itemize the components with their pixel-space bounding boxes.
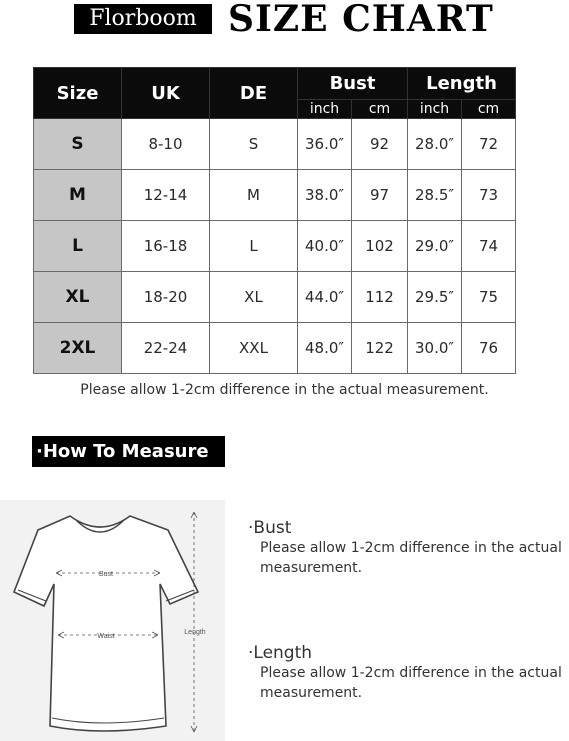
length-inch-cell: 29.0″ [408, 221, 462, 272]
uk-cell: 16-18 [122, 221, 210, 272]
size-cell: S [34, 119, 122, 170]
brand-logo: Florboom [74, 4, 212, 34]
length-cm-cell: 73 [462, 170, 516, 221]
unit-length-inch: inch [408, 100, 462, 119]
length-cm-cell: 74 [462, 221, 516, 272]
de-cell: XXL [210, 323, 298, 374]
length-inch-cell: 30.0″ [408, 323, 462, 374]
length-inch-cell: 29.5″ [408, 272, 462, 323]
table-row [34, 272, 516, 323]
bust-instruction-title: ·Bust [248, 518, 292, 538]
bust-inch-cell: 38.0″ [298, 170, 352, 221]
waist-label: Waist [97, 633, 115, 640]
size-cell: XL [34, 272, 122, 323]
header-de: DE [210, 68, 298, 119]
uk-cell: 8-10 [122, 119, 210, 170]
bust-inch-cell: 44.0″ [298, 272, 352, 323]
unit-bust-inch: inch [298, 100, 352, 119]
bust-cm-cell: 97 [352, 170, 408, 221]
table-row [34, 221, 516, 272]
bust-inch-cell: 36.0″ [298, 119, 352, 170]
uk-cell: 22-24 [122, 323, 210, 374]
de-cell: S [210, 119, 298, 170]
length-cm-cell: 75 [462, 272, 516, 323]
tshirt-outline [14, 516, 198, 731]
de-cell: M [210, 170, 298, 221]
length-instruction-title: ·Length [248, 643, 313, 663]
size-cell: 2XL [34, 323, 122, 374]
table-row [34, 323, 516, 374]
length-inch-cell: 28.5″ [408, 170, 462, 221]
length-cm-cell: 72 [462, 119, 516, 170]
uk-cell: 18-20 [122, 272, 210, 323]
bust-cm-cell: 102 [352, 221, 408, 272]
unit-length-cm: cm [462, 100, 516, 119]
bust-cm-cell: 122 [352, 323, 408, 374]
length-cm-cell: 76 [462, 323, 516, 374]
bust-instruction-text: Please allow 1-2cm difference in the actual measurement. [260, 540, 562, 576]
page-title: SIZE CHART [228, 0, 494, 40]
header [0, 0, 569, 40]
bust-cm-cell: 112 [352, 272, 408, 323]
measurement-note: Please allow 1-2cm difference in the actual measurement. [80, 382, 489, 398]
unit-bust-cm: cm [352, 100, 408, 119]
bust-inch-cell: 40.0″ [298, 221, 352, 272]
how-to-measure-heading: ·How To Measure [32, 436, 225, 467]
de-cell: L [210, 221, 298, 272]
bust-instruction [248, 518, 569, 578]
size-chart-table [33, 67, 516, 374]
bust-inch-cell: 48.0″ [298, 323, 352, 374]
length-instruction [248, 643, 569, 703]
size-cell: L [34, 221, 122, 272]
length-label: Length [184, 629, 206, 636]
uk-cell: 12-14 [122, 170, 210, 221]
header-uk: UK [122, 68, 210, 119]
header-length: Length [408, 68, 516, 100]
table-row [34, 170, 516, 221]
header-bust: Bust [298, 68, 408, 100]
bust-cm-cell: 92 [352, 119, 408, 170]
de-cell: XL [210, 272, 298, 323]
table-row [34, 119, 516, 170]
tshirt-diagram [0, 500, 225, 741]
bust-label: Bust [98, 571, 114, 578]
length-inch-cell: 28.0″ [408, 119, 462, 170]
length-instruction-text: Please allow 1-2cm difference in the actual measurement. [260, 665, 562, 701]
header-size: Size [34, 68, 122, 119]
size-cell: M [34, 170, 122, 221]
